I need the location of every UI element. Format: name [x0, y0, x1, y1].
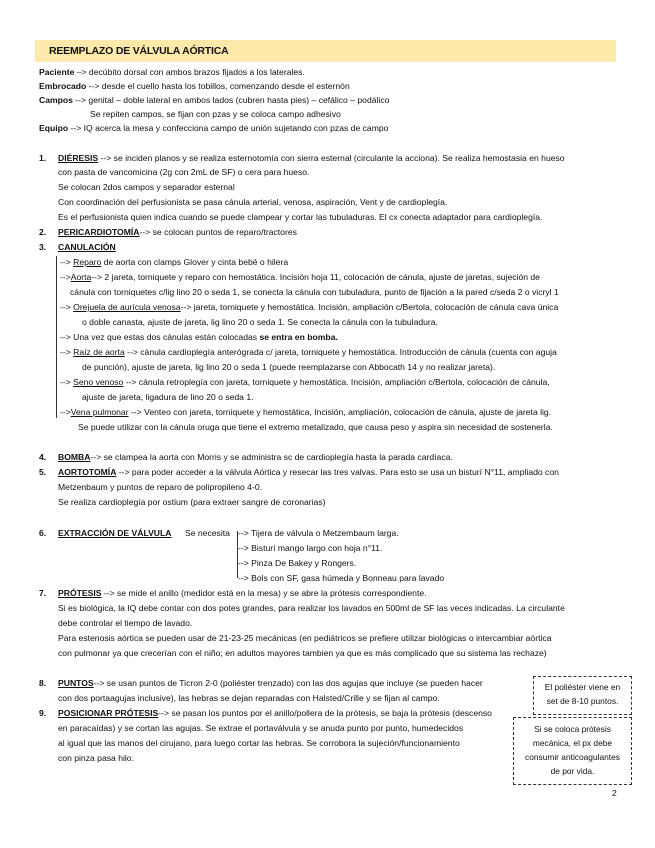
note-2-line-4: de por vida. [550, 766, 595, 776]
note-2-line-3: consumir anticoagulantes [525, 752, 620, 762]
step-7-line-5: con pulmonar ya que crecerían con el niño; en adultos mayores tambien ya que es más complicado que su sistema las rechaze) [58, 648, 547, 658]
step-8-line-2: con dos portaagujas inclusive), las hebras se dejan reparadas con Halsted/Crille y se fijan al campo. [58, 693, 440, 703]
raiz-line-2: de punción), ajuste de jareta, lig lino 20 o seda 1 (puede reemplazarse con Abbocath 14 y no realizar jareta). [82, 362, 496, 372]
note-1-line-2: set de 8-10 puntos. [546, 696, 619, 706]
step-1-line-5: Es el perfusionista quien indica cuando se puede clampear y cortar las tubuladuras. El cx conecta adaptador para cardioplegía. [58, 212, 543, 222]
step-7-line-4: Para estenosis aórtica se pueden usar de 21-23-25 mecánicas (en pediátricos se prefiere utilizar biológicas o intercambiar aórtica [58, 633, 552, 643]
raiz-label: Raíz de aorta [73, 347, 125, 357]
una-vez-bold: se entra en bomba. [259, 332, 338, 342]
step-5-line-3: Se realiza cardioplegía por ostium (para extraer sangre de coronarias) [58, 497, 326, 507]
extraccion-item-2: --> Bisturí mango largo con hoja n°11. [238, 543, 383, 553]
step-9-line-2: en paracaídas) y se cortan las agujas. Se extrae el portaválvula y se anuda punto por punto, humedecidos [58, 723, 464, 733]
campos-text: --> genital – doble lateral en ambos lados (cubren hasta pies) – cefálico – podálico [72, 95, 390, 105]
arrow-text: --> [60, 272, 71, 282]
raiz-text: --> cánula cardioplegía anterógrada c/ jareta, torniquete y hemostática. Introducción de cánula (cuenta con aguja [124, 347, 557, 357]
step-7-line-3: debe controlar el tiempo de lavado. [58, 618, 193, 628]
aorta-label: Aorta [70, 272, 92, 282]
paciente-label: Paciente [39, 67, 75, 77]
step-2-label: PERICARDIOTOMÍA [58, 227, 140, 237]
aorta-text: --> 2 jareta, torniquete y reparo con hemostática. Incisión hoja 11, colocación de cánula, ajuste de jaretas, sujeción de [91, 272, 540, 282]
step-3-number: 3. [39, 242, 47, 252]
step-1-line-3: Se colocan 2dos campos y separador esternal [58, 182, 235, 192]
step-9-line-3: al igual que las manos del cirujano, para luego cortar las hebras. Se corrobora la sujeción/funcionamiento [58, 738, 460, 748]
note-2-line-1: Si se coloca prótesis [534, 724, 611, 734]
page-title: REEMPLAZO DE VÁLVULA AÓRTICA [49, 45, 229, 57]
seno-label: Seno venoso [73, 377, 124, 387]
step-9-label: POSICIONAR PRÓTESIS [58, 708, 159, 718]
poliester-note [533, 676, 632, 715]
step-1-number: 1. [39, 153, 47, 163]
anticoagulant-note [513, 717, 632, 785]
step-7-number: 7. [39, 588, 47, 598]
paciente-line [39, 65, 305, 80]
step-2-number: 2. [39, 227, 47, 237]
step-4-label: BOMBA [58, 452, 91, 462]
orejuela-text: --> jareta, torniquete y hemostática. Incisión, ampliación c/Bertola, colocación de cánula cava única [180, 302, 559, 312]
raiz-line-1 [60, 345, 557, 360]
step-5-line-1 [58, 465, 559, 480]
step-4-line [58, 450, 453, 465]
orejuela-line-1 [60, 300, 558, 315]
step-5-number: 5. [39, 467, 47, 477]
step-9-line-4: con pinza pasa hilo. [58, 753, 134, 763]
orejuela-label: Orejuela de aurícula venosa [73, 302, 181, 312]
step-8-text: --> se usan puntos de Ticron 2-0 (poliéster trenzado) con las dos agujas que incluye (se pueden hacer [93, 678, 483, 688]
step-3-label: CANULACIÓN [58, 242, 116, 252]
step-5-text: --> para poder acceder a la válvula Aórtica y resecar las tres valvas. Para esto se usa un bisturí N°11, ampliado con [116, 467, 559, 477]
arrow-text: --> [60, 407, 71, 417]
step-7-line-1 [58, 586, 427, 601]
una-vez-line [60, 330, 338, 345]
arrow-text: --> [60, 257, 74, 267]
arrow-text: --> [60, 347, 74, 357]
reparo-label: Reparo [73, 257, 102, 267]
step-4-text: --> se clampea la aorta con Morris y se administra sc de cardioplegía hasta la parada cardíaca. [90, 452, 453, 462]
arrow-text: --> [60, 302, 74, 312]
step-9-number: 9. [39, 708, 47, 718]
embrocado-label: Embrocado [39, 81, 87, 91]
extraccion-item-4: --> Bols con SF, gasa húmeda y Bonneau para lavado [238, 573, 445, 583]
step-2-line [58, 225, 297, 240]
vena-line-2: Se puede utilizar con la cánula oruga que tiene el extremo metalizado, que causa peso y aspira sin necesidad de sostenerla. [78, 422, 553, 432]
step-6-label: EXTRACCIÓN DE VÁLVULA [58, 528, 172, 538]
seno-text: --> cánula retroplegía con jareta, torniquete y hemostática. Incisión, ampliación c/Bertola, colocación de cánula, [123, 377, 550, 387]
step-9-text: --> se pasan los puntos por el anillo/pollera de la prótesis, se baja la prótesis (descenso [158, 708, 492, 718]
step-7-line-2: Si es biológica, la IQ debe contar con dos potes grandes, para realizar los lavados en 500ml de SF las veces indicadas. La circulante [58, 603, 565, 613]
vena-text: --> Venteo con jareta, torniquete y hemostática, Incisión, ampliación, colocación de cánula, ajuste de jareta lig. [128, 407, 552, 417]
vena-line-1 [60, 405, 551, 420]
note-1-line-1: El poliéster viene en [544, 682, 621, 692]
campos-line [39, 93, 389, 108]
step-8-label: PUNTOS [58, 678, 94, 688]
una-vez-text: --> Una vez que estas dos cánulas están colocadas [60, 332, 260, 342]
reparo-text: de aorta con clamps Glover y cinta bebé o hilera [101, 257, 289, 267]
paciente-text: –> decúbito dorsal con ambos brazos fijados a los laterales. [74, 67, 305, 77]
arrow-text: --> [60, 377, 74, 387]
equipo-line [39, 121, 388, 136]
step-1-text: --> se inciden planos y se realiza esternotomía con sierra esternal (circulante la acciona). Se realiza hemostasia en hueso [98, 153, 565, 163]
step-1-label: DIÉRESIS [58, 153, 99, 163]
extraccion-item-3: --> Pinza De Bakey y Rongers. [238, 558, 357, 568]
step-6-number: 6. [39, 528, 47, 538]
extraccion-item-1: --> Tijera de válvula o Metzembaum larga. [238, 528, 399, 538]
step-8-line-1 [58, 676, 483, 691]
seno-line-2: ajuste de jareta, ligadura de lino 20 o seda 1. [82, 392, 254, 402]
embrocado-line [39, 79, 350, 94]
seno-line-1 [60, 375, 550, 390]
aorta-line-1 [60, 270, 540, 285]
orejuela-line-2: o doble canasta, ajuste de jareta, lig lino 20 o seda 1. Se conecta la cánula con la tubuladura. [82, 317, 438, 327]
campos-line-2: Se repiten campos, se fijan con pzas y se coloca campo adhesivo [90, 109, 341, 119]
note-2-line-2: mecánica, el px debe [532, 738, 613, 748]
campos-label: Campos [39, 95, 73, 105]
reparo-line [60, 255, 288, 270]
step-1-line-2: con pasta de vancomicina (2g con 2mL de SF) o cera para hueso. [58, 167, 310, 177]
step-1-line-1 [58, 151, 565, 166]
vena-label: Vena pulmonar [70, 407, 129, 417]
step-5-line-2: Metzenbaum y puntos de reparo de polipropileno 4-0. [58, 482, 262, 492]
step-5-label: AORTOTOMÍA [58, 467, 117, 477]
equipo-label: Equipo [39, 123, 69, 133]
step-4-number: 4. [39, 452, 47, 462]
step-7-label: PRÓTESIS [58, 588, 102, 598]
embrocado-text: --> desde el cuello hasta los tobillos, comenzando desde el esternón [86, 81, 350, 91]
step-6-necesita: Se necesita [185, 528, 230, 538]
step-1-line-4: Con coordinación del perfusionista se pasa cánula arterial, venosa, aspiración, Vent y de cardioplegía. [58, 197, 448, 207]
step-8-number: 8. [39, 678, 47, 688]
page-number: 2 [612, 788, 617, 798]
equipo-text: --> IQ acerca la mesa y confecciona campo de unión sujetando con pzas de campo [68, 123, 389, 133]
step-9-line-1 [58, 706, 492, 721]
step-2-text: --> se colocan puntos de reparo/tractores [139, 227, 297, 237]
aorta-line-2: cánula con torniquetes c/lig lino 20 o seda 1, se conecta la cánula con tubuladura, punto de fijación a la pared c/seda 2 o vicryl 1 [70, 287, 559, 297]
step-7-text: --> se mide el anillo (medidor está en la mesa) y se abre la prótesis correspondiente. [101, 588, 427, 598]
